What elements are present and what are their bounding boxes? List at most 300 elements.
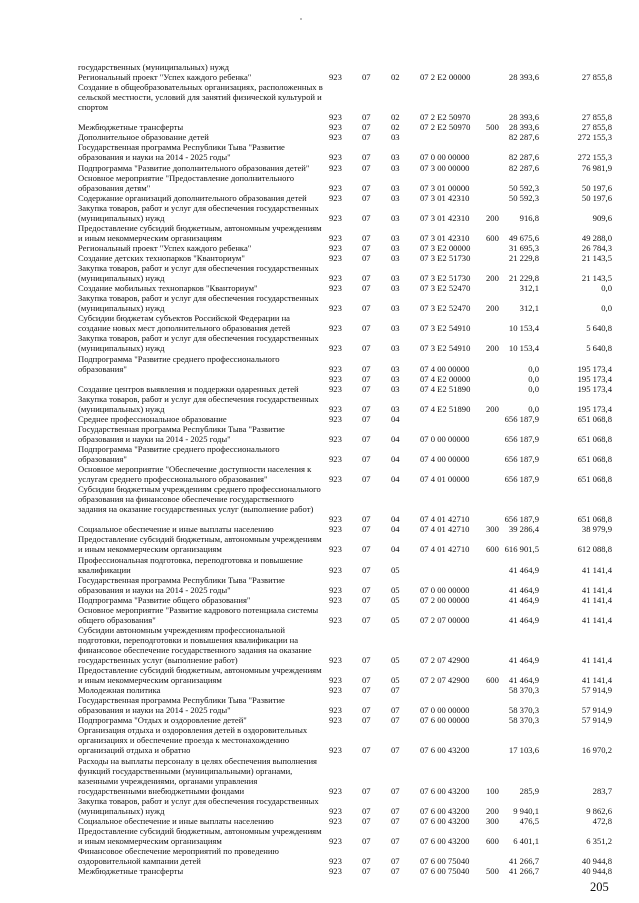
row-sum-year-1: 49 675,6: [508, 232, 539, 243]
row-subsection-code: 03: [391, 383, 400, 394]
row-name: Межбюджетные трансферты: [78, 122, 184, 133]
row-subsection-code: 03: [391, 303, 400, 314]
row-gl-code: 923: [329, 253, 342, 263]
row-subsection-code: 04: [391, 544, 400, 555]
row-gl-code: 923: [329, 705, 342, 716]
row-sum-year-1: 10 153,4: [508, 323, 539, 334]
row-section-code: 07: [362, 383, 371, 394]
table-row: [0, 354, 639, 374]
row-section-code: 07: [362, 232, 371, 243]
table-row: [0, 695, 639, 715]
row-gl-code: 923: [329, 232, 342, 243]
row-name: Государственная программа Республики Тыва "Развитие образования и науки на 2014 - 2025 годы": [78, 695, 285, 716]
row-sum-year-2: 195 173,4: [577, 373, 612, 384]
row-name: Подпрограмма "Развитие среднего профессионального образования": [78, 353, 280, 374]
row-expense-type: 600: [486, 835, 499, 846]
table-row: [0, 816, 639, 826]
row-gl-code: 923: [329, 524, 342, 535]
row-gl-code: 923: [329, 323, 342, 334]
row-subsection-code: 05: [391, 584, 400, 595]
scan-mark: [300, 18, 302, 20]
table-row: [0, 685, 639, 695]
table-row: [0, 263, 639, 283]
row-target-code: 07 3 01 42310: [420, 192, 470, 203]
row-sum-year-1: 476,5: [519, 815, 539, 826]
row-sum-year-1: 41 464,9: [508, 594, 539, 605]
table-row: [0, 444, 639, 464]
row-gl-code: 923: [329, 835, 342, 846]
row-sum-year-2: 651 068,8: [577, 474, 612, 485]
row-sum-year-2: 41 141,4: [581, 584, 612, 595]
row-sum-year-1: 50 592,3: [508, 192, 539, 203]
row-target-code: 07 3 01 42310: [420, 212, 470, 223]
row-gl-code: 923: [329, 212, 342, 223]
row-section-code: 07: [362, 122, 371, 133]
row-subsection-code: 02: [391, 112, 400, 123]
table-row: [0, 173, 639, 193]
row-name: Закупка товаров, работ и услуг для обеспечения государственных (муниципальных) нужд: [78, 393, 319, 414]
row-section-code: 07: [362, 162, 371, 173]
row-sum-year-2: 651 068,8: [577, 413, 612, 424]
row-sum-year-2: 272 155,3: [577, 132, 612, 143]
row-sum-year-2: 41 141,4: [581, 564, 612, 575]
table-row: [0, 72, 639, 82]
row-subsection-code: 05: [391, 564, 400, 575]
row-section-code: 07: [362, 363, 371, 374]
row-subsection-code: 03: [391, 232, 400, 243]
row-subsection-code: 05: [391, 614, 400, 625]
row-sum-year-1: 285,9: [519, 785, 539, 796]
row-subsection-code: 07: [391, 855, 400, 866]
table-row: [0, 132, 639, 142]
row-target-code: 07 6 00 75040: [420, 855, 470, 866]
row-section-code: 07: [362, 685, 371, 696]
row-subsection-code: 07: [391, 805, 400, 816]
row-name: Закупка товаров, работ и услуг для обеспечения государственных (муниципальных) нужд: [78, 263, 319, 283]
table-row: [0, 725, 639, 755]
row-gl-code: 923: [329, 675, 342, 686]
row-section-code: 07: [362, 403, 371, 414]
row-expense-type: 100: [486, 785, 499, 796]
row-gl-code: 923: [329, 805, 342, 816]
row-section-code: 07: [362, 855, 371, 866]
table-row: [0, 595, 639, 605]
row-target-code: 07 6 00 43200: [420, 785, 470, 796]
row-sum-year-1: 82 287,6: [508, 162, 539, 173]
row-sum-year-1: 41 464,9: [508, 584, 539, 595]
row-gl-code: 923: [329, 283, 342, 294]
row-sum-year-1: 41 464,9: [508, 654, 539, 665]
row-gl-code: 923: [329, 584, 342, 595]
row-sum-year-1: 31 695,3: [508, 242, 539, 253]
row-name: Предоставление субсидий бюджетным, автономным учреждениям и иным некоммерческим организациям: [78, 665, 322, 685]
row-gl-code: 923: [329, 715, 342, 726]
row-target-code: 07 4 01 00000: [420, 474, 470, 485]
table-row: [0, 756, 639, 796]
row-sum-year-1: 50 592,3: [508, 182, 539, 193]
row-sum-year-1: 41 464,9: [508, 564, 539, 575]
row-target-code: 07 6 00 75040: [420, 866, 470, 876]
table-row: [0, 394, 639, 414]
row-sum-year-2: 57 914,9: [581, 715, 612, 726]
row-target-code: 07 3 01 00000: [420, 182, 470, 193]
row-section-code: 07: [362, 524, 371, 535]
row-subsection-code: 07: [391, 745, 400, 756]
row-sum-year-1: 82 287,6: [508, 132, 539, 143]
row-sum-year-1: 0,0: [528, 363, 539, 374]
row-subsection-code: 04: [391, 524, 400, 535]
row-sum-year-1: 656 187,9: [504, 514, 539, 525]
row-gl-code: 923: [329, 433, 342, 444]
row-subsection-code: 05: [391, 594, 400, 605]
row-gl-code: 923: [329, 685, 342, 696]
row-subsection-code: 07: [391, 685, 400, 696]
row-gl-code: 923: [329, 815, 342, 826]
row-subsection-code: 03: [391, 212, 400, 223]
row-target-code: 07 0 00 00000: [420, 433, 470, 444]
row-section-code: 07: [362, 253, 371, 263]
row-subsection-code: 07: [391, 705, 400, 716]
table-row: [0, 253, 639, 263]
row-sum-year-1: 17 103,6: [508, 745, 539, 756]
row-target-code: 07 0 00 00000: [420, 584, 470, 595]
row-section-code: 07: [362, 112, 371, 123]
row-name: Закупка товаров, работ и услуг для обеспечения государственных (муниципальных) нужд: [78, 795, 319, 816]
row-gl-code: 923: [329, 403, 342, 414]
row-sum-year-1: 41 266,7: [508, 866, 539, 876]
row-section-code: 07: [362, 182, 371, 193]
row-sum-year-2: 195 173,4: [577, 403, 612, 414]
row-subsection-code: 03: [391, 343, 400, 354]
row-name: Закупка товаров, работ и услуг для обеспечения государственных (муниципальных) нужд: [78, 293, 319, 314]
row-expense-type: 200: [486, 805, 499, 816]
row-target-code: 07 4 01 42710: [420, 524, 470, 535]
row-section-code: 07: [362, 514, 371, 525]
row-sum-year-2: 651 068,8: [577, 453, 612, 464]
row-gl-code: 923: [329, 594, 342, 605]
row-expense-type: 500: [486, 122, 499, 133]
row-sum-year-2: 272 155,3: [577, 152, 612, 163]
table-row: [0, 313, 639, 333]
row-section-code: 07: [362, 675, 371, 686]
table-row: [0, 665, 639, 685]
row-name: Подпрограмма "Развитие дополнительного образования детей": [78, 162, 310, 173]
table-row: [0, 283, 639, 293]
row-sum-year-1: 21 229,8: [508, 273, 539, 284]
row-subsection-code: 03: [391, 182, 400, 193]
row-name: Государственная программа Республики Тыва "Развитие образования и науки на 2014 - 2025 годы": [78, 574, 285, 595]
row-sum-year-2: 5 640,8: [586, 323, 612, 334]
table-row: [0, 605, 639, 625]
row-sum-year-1: 916,8: [519, 212, 539, 223]
row-sum-year-2: 41 141,4: [581, 675, 612, 686]
table-row: [0, 625, 639, 665]
row-name: Основное мероприятие "Развитие кадрового потенциала системы общего образования": [78, 604, 319, 625]
row-sum-year-2: 49 288,0: [581, 232, 612, 243]
row-subsection-code: 03: [391, 132, 400, 143]
row-gl-code: 923: [329, 152, 342, 163]
row-sum-year-1: 28 393,6: [508, 112, 539, 123]
row-gl-code: 923: [329, 182, 342, 193]
table-row: [0, 223, 639, 243]
row-expense-type: 600: [486, 232, 499, 243]
row-target-code: 07 3 E2 52470: [420, 283, 471, 294]
row-gl-code: 923: [329, 373, 342, 384]
row-gl-code: 923: [329, 855, 342, 866]
row-sum-year-2: 50 197,6: [581, 192, 612, 203]
row-sum-year-2: 57 914,9: [581, 685, 612, 696]
row-sum-year-2: 27 855,8: [581, 72, 612, 82]
row-sum-year-1: 39 286,4: [508, 524, 539, 535]
row-sum-year-1: 616 901,5: [504, 544, 539, 555]
table-row: [0, 142, 639, 162]
row-sum-year-2: 0,0: [601, 283, 612, 294]
row-subsection-code: 03: [391, 373, 400, 384]
row-gl-code: 923: [329, 192, 342, 203]
row-expense-type: 500: [486, 866, 499, 876]
row-name: Финансовое обеспечение мероприятий по проведению оздоровительной кампании детей: [78, 845, 279, 866]
row-sum-year-1: 28 393,6: [508, 72, 539, 82]
row-section-code: 07: [362, 192, 371, 203]
row-sum-year-2: 76 981,9: [581, 162, 612, 173]
table-row: [0, 424, 639, 444]
row-section-code: 07: [362, 745, 371, 756]
table-row: [0, 243, 639, 253]
table-row: [0, 866, 639, 876]
row-subsection-code: 03: [391, 273, 400, 284]
row-subsection-code: 03: [391, 192, 400, 203]
table-row: [0, 846, 639, 866]
table-row: [0, 464, 639, 484]
row-section-code: 07: [362, 72, 371, 82]
row-name: Социальное обеспечение и иные выплаты населению: [78, 815, 274, 826]
row-section-code: 07: [362, 544, 371, 555]
row-section-code: 07: [362, 323, 371, 334]
row-gl-code: 923: [329, 474, 342, 485]
row-name: Расходы на выплаты персоналу в целях обеспечения выполнения функций государственными (муниципальными) органами, казенными учреждениями, органами управления государственными внебюджетными фондами: [78, 755, 318, 796]
table-row: [0, 122, 639, 132]
row-subsection-code: 07: [391, 785, 400, 796]
row-gl-code: 923: [329, 343, 342, 354]
table-row: [0, 62, 639, 72]
row-sum-year-1: 656 187,9: [504, 453, 539, 464]
table-row: [0, 163, 639, 173]
row-section-code: 07: [362, 835, 371, 846]
row-gl-code: 923: [329, 72, 342, 82]
table-row: [0, 575, 639, 595]
row-expense-type: 200: [486, 403, 499, 414]
row-sum-year-1: 312,1: [519, 283, 539, 294]
row-name: Региональный проект "Успех каждого ребенка": [78, 72, 252, 82]
row-target-code: 07 4 01 42710: [420, 514, 470, 525]
row-name: Государственная программа Республики Тыва "Развитие образования и науки на 2014 - 2025 годы": [78, 142, 285, 163]
row-sum-year-2: 9 862,6: [586, 805, 612, 816]
row-expense-type: 200: [486, 212, 499, 223]
row-name: Подпрограмма "Развитие общего образования": [78, 594, 251, 605]
row-sum-year-2: 0,0: [601, 303, 612, 314]
table-row: [0, 203, 639, 223]
row-subsection-code: 03: [391, 323, 400, 334]
row-gl-code: 923: [329, 564, 342, 575]
row-subsection-code: 07: [391, 815, 400, 826]
row-gl-code: 923: [329, 363, 342, 374]
row-sum-year-1: 21 229,8: [508, 253, 539, 263]
row-name: Предоставление субсидий бюджетным, автономным учреждениям и иным некоммерческим организациям: [78, 222, 322, 243]
row-name: Социальное обеспечение и иные выплаты населению: [78, 524, 274, 535]
row-target-code: 07 4 00 00000: [420, 363, 470, 374]
row-gl-code: 923: [329, 383, 342, 394]
row-target-code: 07 3 E2 54910: [420, 343, 471, 354]
row-name: Подпрограмма "Развитие среднего профессионального образования": [78, 443, 280, 464]
row-name: Основное мероприятие "Предоставление дополнительного образования детям": [78, 172, 295, 193]
row-name: Дополнительное образование детей: [78, 132, 209, 143]
row-gl-code: 923: [329, 745, 342, 756]
row-gl-code: 923: [329, 273, 342, 284]
row-sum-year-1: 656 187,9: [504, 433, 539, 444]
row-gl-code: 923: [329, 242, 342, 253]
row-expense-type: 300: [486, 524, 499, 535]
row-section-code: 07: [362, 815, 371, 826]
row-sum-year-1: 41 464,9: [508, 675, 539, 686]
row-section-code: 07: [362, 453, 371, 464]
row-gl-code: 923: [329, 785, 342, 796]
row-gl-code: 923: [329, 514, 342, 525]
row-gl-code: 923: [329, 122, 342, 133]
row-target-code: 07 0 00 00000: [420, 152, 470, 163]
page-number: 205: [590, 880, 609, 894]
row-sum-year-2: 40 944,8: [581, 855, 612, 866]
row-section-code: 07: [362, 584, 371, 595]
row-target-code: 07 3 E2 54910: [420, 323, 471, 334]
row-sum-year-1: 0,0: [528, 383, 539, 394]
row-expense-type: 600: [486, 675, 499, 686]
row-target-code: 07 2 07 42900: [420, 675, 470, 686]
row-gl-code: 923: [329, 866, 342, 876]
row-name: Субсидии автономным учреждениям профессиональной подготовки, переподготовки и повышения квалификации на финансовое обеспечение государственного задания на оказание государственных услуг (выполнение работ): [78, 624, 312, 665]
row-name: Организация отдыха и оздоровления детей в оздоровительных организациях и обеспечение проезда к местонахождению организаций отдыха и обратно: [78, 725, 308, 756]
row-sum-year-2: 21 143,5: [581, 273, 612, 284]
row-sum-year-2: 909,6: [592, 212, 612, 223]
row-sum-year-2: 38 979,9: [581, 524, 612, 535]
row-subsection-code: 02: [391, 122, 400, 133]
row-sum-year-1: 10 153,4: [508, 343, 539, 354]
row-name: Закупка товаров, работ и услуг для обеспечения государственных (муниципальных) нужд: [78, 333, 319, 354]
row-sum-year-2: 21 143,5: [581, 253, 612, 263]
row-sum-year-2: 27 855,8: [581, 122, 612, 133]
row-section-code: 07: [362, 474, 371, 485]
row-gl-code: 923: [329, 413, 342, 424]
row-gl-code: 923: [329, 453, 342, 464]
row-target-code: 07 2 00 00000: [420, 594, 470, 605]
row-gl-code: 923: [329, 614, 342, 625]
row-section-code: 07: [362, 785, 371, 796]
row-sum-year-2: 41 141,4: [581, 654, 612, 665]
row-target-code: 07 2 07 42900: [420, 654, 470, 665]
row-sum-year-1: 6 401,1: [513, 835, 539, 846]
row-name: Субсидии бюджетам субъектов Российской Федерации на создание новых мест дополнительного образования детей: [78, 313, 291, 334]
row-expense-type: 200: [486, 273, 499, 284]
row-sum-year-2: 26 784,3: [581, 242, 612, 253]
row-sum-year-1: 58 370,3: [508, 715, 539, 726]
row-subsection-code: 03: [391, 162, 400, 173]
row-sum-year-2: 50 197,6: [581, 182, 612, 193]
row-sum-year-1: 82 287,6: [508, 152, 539, 163]
row-section-code: 07: [362, 212, 371, 223]
row-sum-year-1: 28 393,6: [508, 122, 539, 133]
row-subsection-code: 04: [391, 433, 400, 444]
row-subsection-code: 07: [391, 835, 400, 846]
row-sum-year-2: 651 068,8: [577, 514, 612, 525]
row-subsection-code: 05: [391, 675, 400, 686]
row-subsection-code: 03: [391, 152, 400, 163]
table-row: [0, 826, 639, 846]
row-expense-type: 200: [486, 303, 499, 314]
row-gl-code: 923: [329, 303, 342, 314]
row-target-code: 07 6 00 43200: [420, 815, 470, 826]
row-subsection-code: 03: [391, 403, 400, 414]
row-target-code: 07 3 E2 52470: [420, 303, 471, 314]
table-row: [0, 384, 639, 394]
row-target-code: 07 2 07 00000: [420, 614, 470, 625]
row-sum-year-2: 5 640,8: [586, 343, 612, 354]
row-section-code: 07: [362, 433, 371, 444]
row-subsection-code: 02: [391, 72, 400, 82]
row-target-code: 07 3 E2 51730: [420, 273, 471, 284]
row-section-code: 07: [362, 564, 371, 575]
row-target-code: 07 6 00 43200: [420, 805, 470, 816]
row-sum-year-2: 41 141,4: [581, 614, 612, 625]
row-sum-year-1: 656 187,9: [504, 413, 539, 424]
row-name: Закупка товаров, работ и услуг для обеспечения государственных (муниципальных) нужд: [78, 202, 319, 223]
row-section-code: 07: [362, 715, 371, 726]
row-section-code: 07: [362, 614, 371, 625]
row-sum-year-1: 41 266,7: [508, 855, 539, 866]
row-section-code: 07: [362, 594, 371, 605]
row-section-code: 07: [362, 373, 371, 384]
row-name: Государственная программа Республики Тыва "Развитие образования и науки на 2014 - 2025 годы": [78, 423, 285, 444]
row-section-code: 07: [362, 283, 371, 294]
row-sum-year-1: 58 370,3: [508, 705, 539, 716]
row-target-code: 07 6 00 00000: [420, 715, 470, 726]
row-name: Межбюджетные трансферты: [78, 866, 184, 876]
row-section-code: 07: [362, 805, 371, 816]
row-sum-year-2: 651 068,8: [577, 433, 612, 444]
table-row: [0, 534, 639, 554]
row-name: Создание в общеобразовательных организациях, расположенных в сельской местности, условий для занятий физической культурой и спортом: [78, 82, 323, 113]
row-target-code: 07 6 00 43200: [420, 835, 470, 846]
table-row: [0, 414, 639, 424]
row-subsection-code: 03: [391, 363, 400, 374]
row-target-code: 07 3 E2 00000: [420, 242, 471, 253]
table-row: [0, 796, 639, 816]
row-sum-year-2: 27 855,8: [581, 112, 612, 123]
row-section-code: 07: [362, 866, 371, 876]
table-row: [0, 193, 639, 203]
row-sum-year-2: 195 173,4: [577, 363, 612, 374]
row-target-code: 07 6 00 43200: [420, 745, 470, 756]
row-sum-year-2: 40 944,8: [581, 866, 612, 876]
row-name: государственных (муниципальных) нужд: [78, 62, 230, 72]
row-sum-year-1: 9 940,1: [513, 805, 539, 816]
row-section-code: 07: [362, 343, 371, 354]
row-target-code: 07 2 E2 50970: [420, 112, 471, 123]
row-section-code: 07: [362, 132, 371, 143]
row-target-code: 07 4 E2 51890: [420, 403, 471, 414]
row-expense-type: 600: [486, 544, 499, 555]
row-sum-year-2: 472,8: [592, 815, 612, 826]
table-row: [0, 715, 639, 725]
row-sum-year-2: 41 141,4: [581, 594, 612, 605]
